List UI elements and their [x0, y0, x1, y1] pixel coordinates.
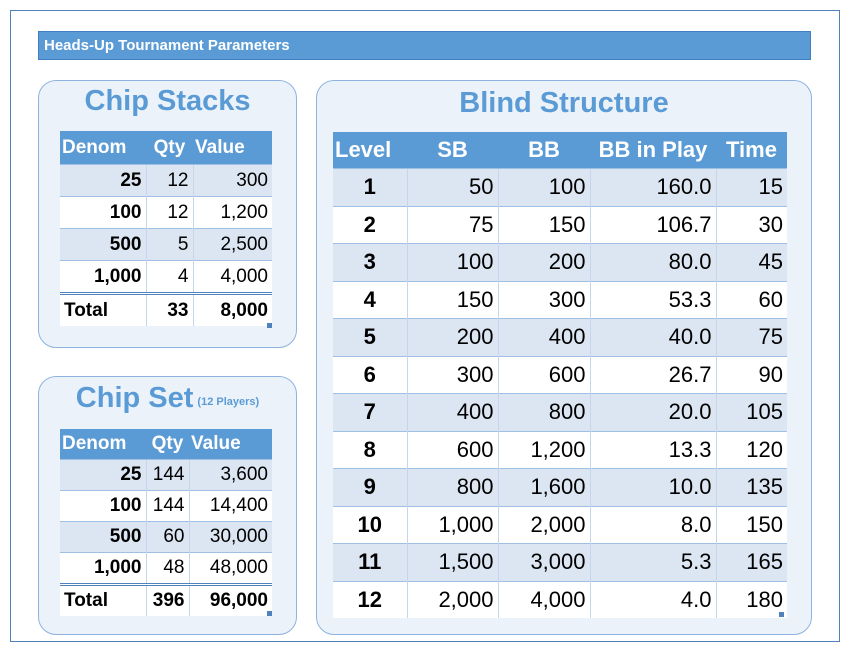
level-cell: 9	[333, 469, 407, 507]
sb-cell: 2,000	[407, 581, 498, 618]
time-cell: 105	[716, 394, 787, 432]
sb-cell: 50	[407, 169, 498, 207]
value-cell: 30,000	[189, 522, 272, 553]
level-cell: 10	[333, 506, 407, 544]
bb-in-play-cell: 53.3	[590, 281, 716, 319]
total-row	[60, 294, 272, 327]
page-title: Heads-Up Tournament Parameters	[38, 31, 811, 60]
time-cell: 90	[716, 356, 787, 394]
value-cell: 4,000	[193, 261, 272, 294]
bb-cell: 400	[498, 319, 590, 357]
table-row	[60, 197, 272, 229]
column-header: SB	[407, 132, 498, 169]
table-row	[333, 581, 787, 618]
blind-structure-header-row	[333, 132, 787, 169]
chip-set-table	[60, 429, 272, 616]
table-row	[60, 460, 272, 491]
table-row	[60, 229, 272, 261]
column-header: Level	[333, 132, 407, 169]
blind-structure-table	[333, 132, 787, 618]
qty-cell: 60	[146, 522, 189, 553]
total-row	[60, 585, 272, 617]
sb-cell: 200	[407, 319, 498, 357]
denom-cell: 25	[60, 460, 146, 491]
denom-cell: 100	[60, 491, 146, 522]
column-header: Value	[189, 429, 272, 460]
sb-cell: 100	[407, 244, 498, 282]
sb-cell: 150	[407, 281, 498, 319]
bb-cell: 3,000	[498, 544, 590, 582]
table-row	[333, 431, 787, 469]
level-cell: 6	[333, 356, 407, 394]
value-cell: 300	[193, 165, 272, 197]
chip-stacks-table	[60, 131, 272, 326]
denom-cell: 25	[60, 165, 146, 197]
bb-cell: 600	[498, 356, 590, 394]
table-row	[60, 522, 272, 553]
total-value-cell: 8,000	[193, 294, 272, 327]
chip-stacks-title: Chip Stacks	[84, 85, 251, 117]
sb-cell: 1,500	[407, 544, 498, 582]
chip-set-title-line	[39, 382, 296, 415]
sb-cell: 1,000	[407, 506, 498, 544]
value-cell: 1,200	[193, 197, 272, 229]
bb-in-play-cell: 26.7	[590, 356, 716, 394]
column-header: BB	[498, 132, 590, 169]
table-resize-handle[interactable]	[267, 611, 272, 616]
table-row	[333, 394, 787, 432]
level-cell: 8	[333, 431, 407, 469]
qty-cell: 144	[146, 460, 189, 491]
time-cell: 135	[716, 469, 787, 507]
table-row	[333, 206, 787, 244]
value-cell: 14,400	[189, 491, 272, 522]
bb-in-play-cell: 4.0	[590, 581, 716, 618]
time-cell: 60	[716, 281, 787, 319]
table-row	[60, 165, 272, 197]
table-row	[333, 469, 787, 507]
sb-cell: 300	[407, 356, 498, 394]
total-qty-cell: 33	[146, 294, 193, 327]
table-row	[333, 169, 787, 207]
denom-cell: 500	[60, 229, 146, 261]
bb-cell: 4,000	[498, 581, 590, 618]
table-resize-handle[interactable]	[779, 612, 784, 617]
level-cell: 7	[333, 394, 407, 432]
bb-cell: 2,000	[498, 506, 590, 544]
table-row	[60, 261, 272, 294]
column-header: BB in Play	[590, 132, 716, 169]
value-cell: 2,500	[193, 229, 272, 261]
table-row	[333, 506, 787, 544]
bb-in-play-cell: 80.0	[590, 244, 716, 282]
total-qty-cell: 396	[146, 585, 189, 617]
level-cell: 4	[333, 281, 407, 319]
chip-set-subtitle: (12 Players)	[197, 396, 260, 408]
bb-in-play-cell: 5.3	[590, 544, 716, 582]
bb-in-play-cell: 20.0	[590, 394, 716, 432]
qty-cell: 5	[146, 229, 193, 261]
table-resize-handle[interactable]	[267, 323, 272, 328]
bb-in-play-cell: 106.7	[590, 206, 716, 244]
bb-cell: 200	[498, 244, 590, 282]
bb-cell: 1,600	[498, 469, 590, 507]
denom-cell: 500	[60, 522, 146, 553]
bb-in-play-cell: 40.0	[590, 319, 716, 357]
bb-cell: 800	[498, 394, 590, 432]
denom-cell: 1,000	[60, 553, 146, 585]
chip-set-panel	[38, 376, 297, 635]
column-header: Value	[193, 131, 272, 165]
column-header: Denom	[60, 429, 146, 460]
qty-cell: 12	[146, 165, 193, 197]
bb-in-play-cell: 13.3	[590, 431, 716, 469]
table-row	[333, 319, 787, 357]
denom-cell: 1,000	[60, 261, 146, 294]
chip-set-header-row	[60, 429, 272, 460]
chip-set-title: Chip Set	[75, 382, 194, 414]
blind-structure-title: Blind Structure	[459, 87, 669, 119]
qty-cell: 12	[146, 197, 193, 229]
qty-cell: 48	[146, 553, 189, 585]
chip-stacks-panel	[38, 80, 297, 348]
total-value-cell: 96,000	[189, 585, 272, 617]
table-row	[333, 281, 787, 319]
total-label-cell: Total	[60, 585, 146, 617]
level-cell: 12	[333, 581, 407, 618]
level-cell: 5	[333, 319, 407, 357]
sb-cell: 800	[407, 469, 498, 507]
bb-cell: 300	[498, 281, 590, 319]
level-cell: 1	[333, 169, 407, 207]
bb-cell: 1,200	[498, 431, 590, 469]
qty-cell: 4	[146, 261, 193, 294]
level-cell: 3	[333, 244, 407, 282]
bb-in-play-cell: 160.0	[590, 169, 716, 207]
time-cell: 120	[716, 431, 787, 469]
column-header: Qty	[146, 429, 189, 460]
value-cell: 3,600	[189, 460, 272, 491]
table-row	[333, 356, 787, 394]
table-row	[333, 544, 787, 582]
sb-cell: 400	[407, 394, 498, 432]
column-header: Time	[716, 132, 787, 169]
bb-cell: 150	[498, 206, 590, 244]
sb-cell: 600	[407, 431, 498, 469]
time-cell: 75	[716, 319, 787, 357]
bb-in-play-cell: 10.0	[590, 469, 716, 507]
total-label-cell: Total	[60, 294, 146, 327]
bb-in-play-cell: 8.0	[590, 506, 716, 544]
table-row	[333, 244, 787, 282]
column-header: Denom	[60, 131, 146, 165]
chip-stacks-header-row	[60, 131, 272, 165]
time-cell: 30	[716, 206, 787, 244]
time-cell: 45	[716, 244, 787, 282]
level-cell: 2	[333, 206, 407, 244]
denom-cell: 100	[60, 197, 146, 229]
time-cell: 165	[716, 544, 787, 582]
table-row	[60, 491, 272, 522]
table-row	[60, 553, 272, 585]
time-cell: 150	[716, 506, 787, 544]
qty-cell: 144	[146, 491, 189, 522]
time-cell: 15	[716, 169, 787, 207]
column-header: Qty	[146, 131, 193, 165]
time-cell: 180	[716, 581, 787, 618]
sb-cell: 75	[407, 206, 498, 244]
blind-structure-panel	[316, 80, 812, 635]
value-cell: 48,000	[189, 553, 272, 585]
level-cell: 11	[333, 544, 407, 582]
bb-cell: 100	[498, 169, 590, 207]
